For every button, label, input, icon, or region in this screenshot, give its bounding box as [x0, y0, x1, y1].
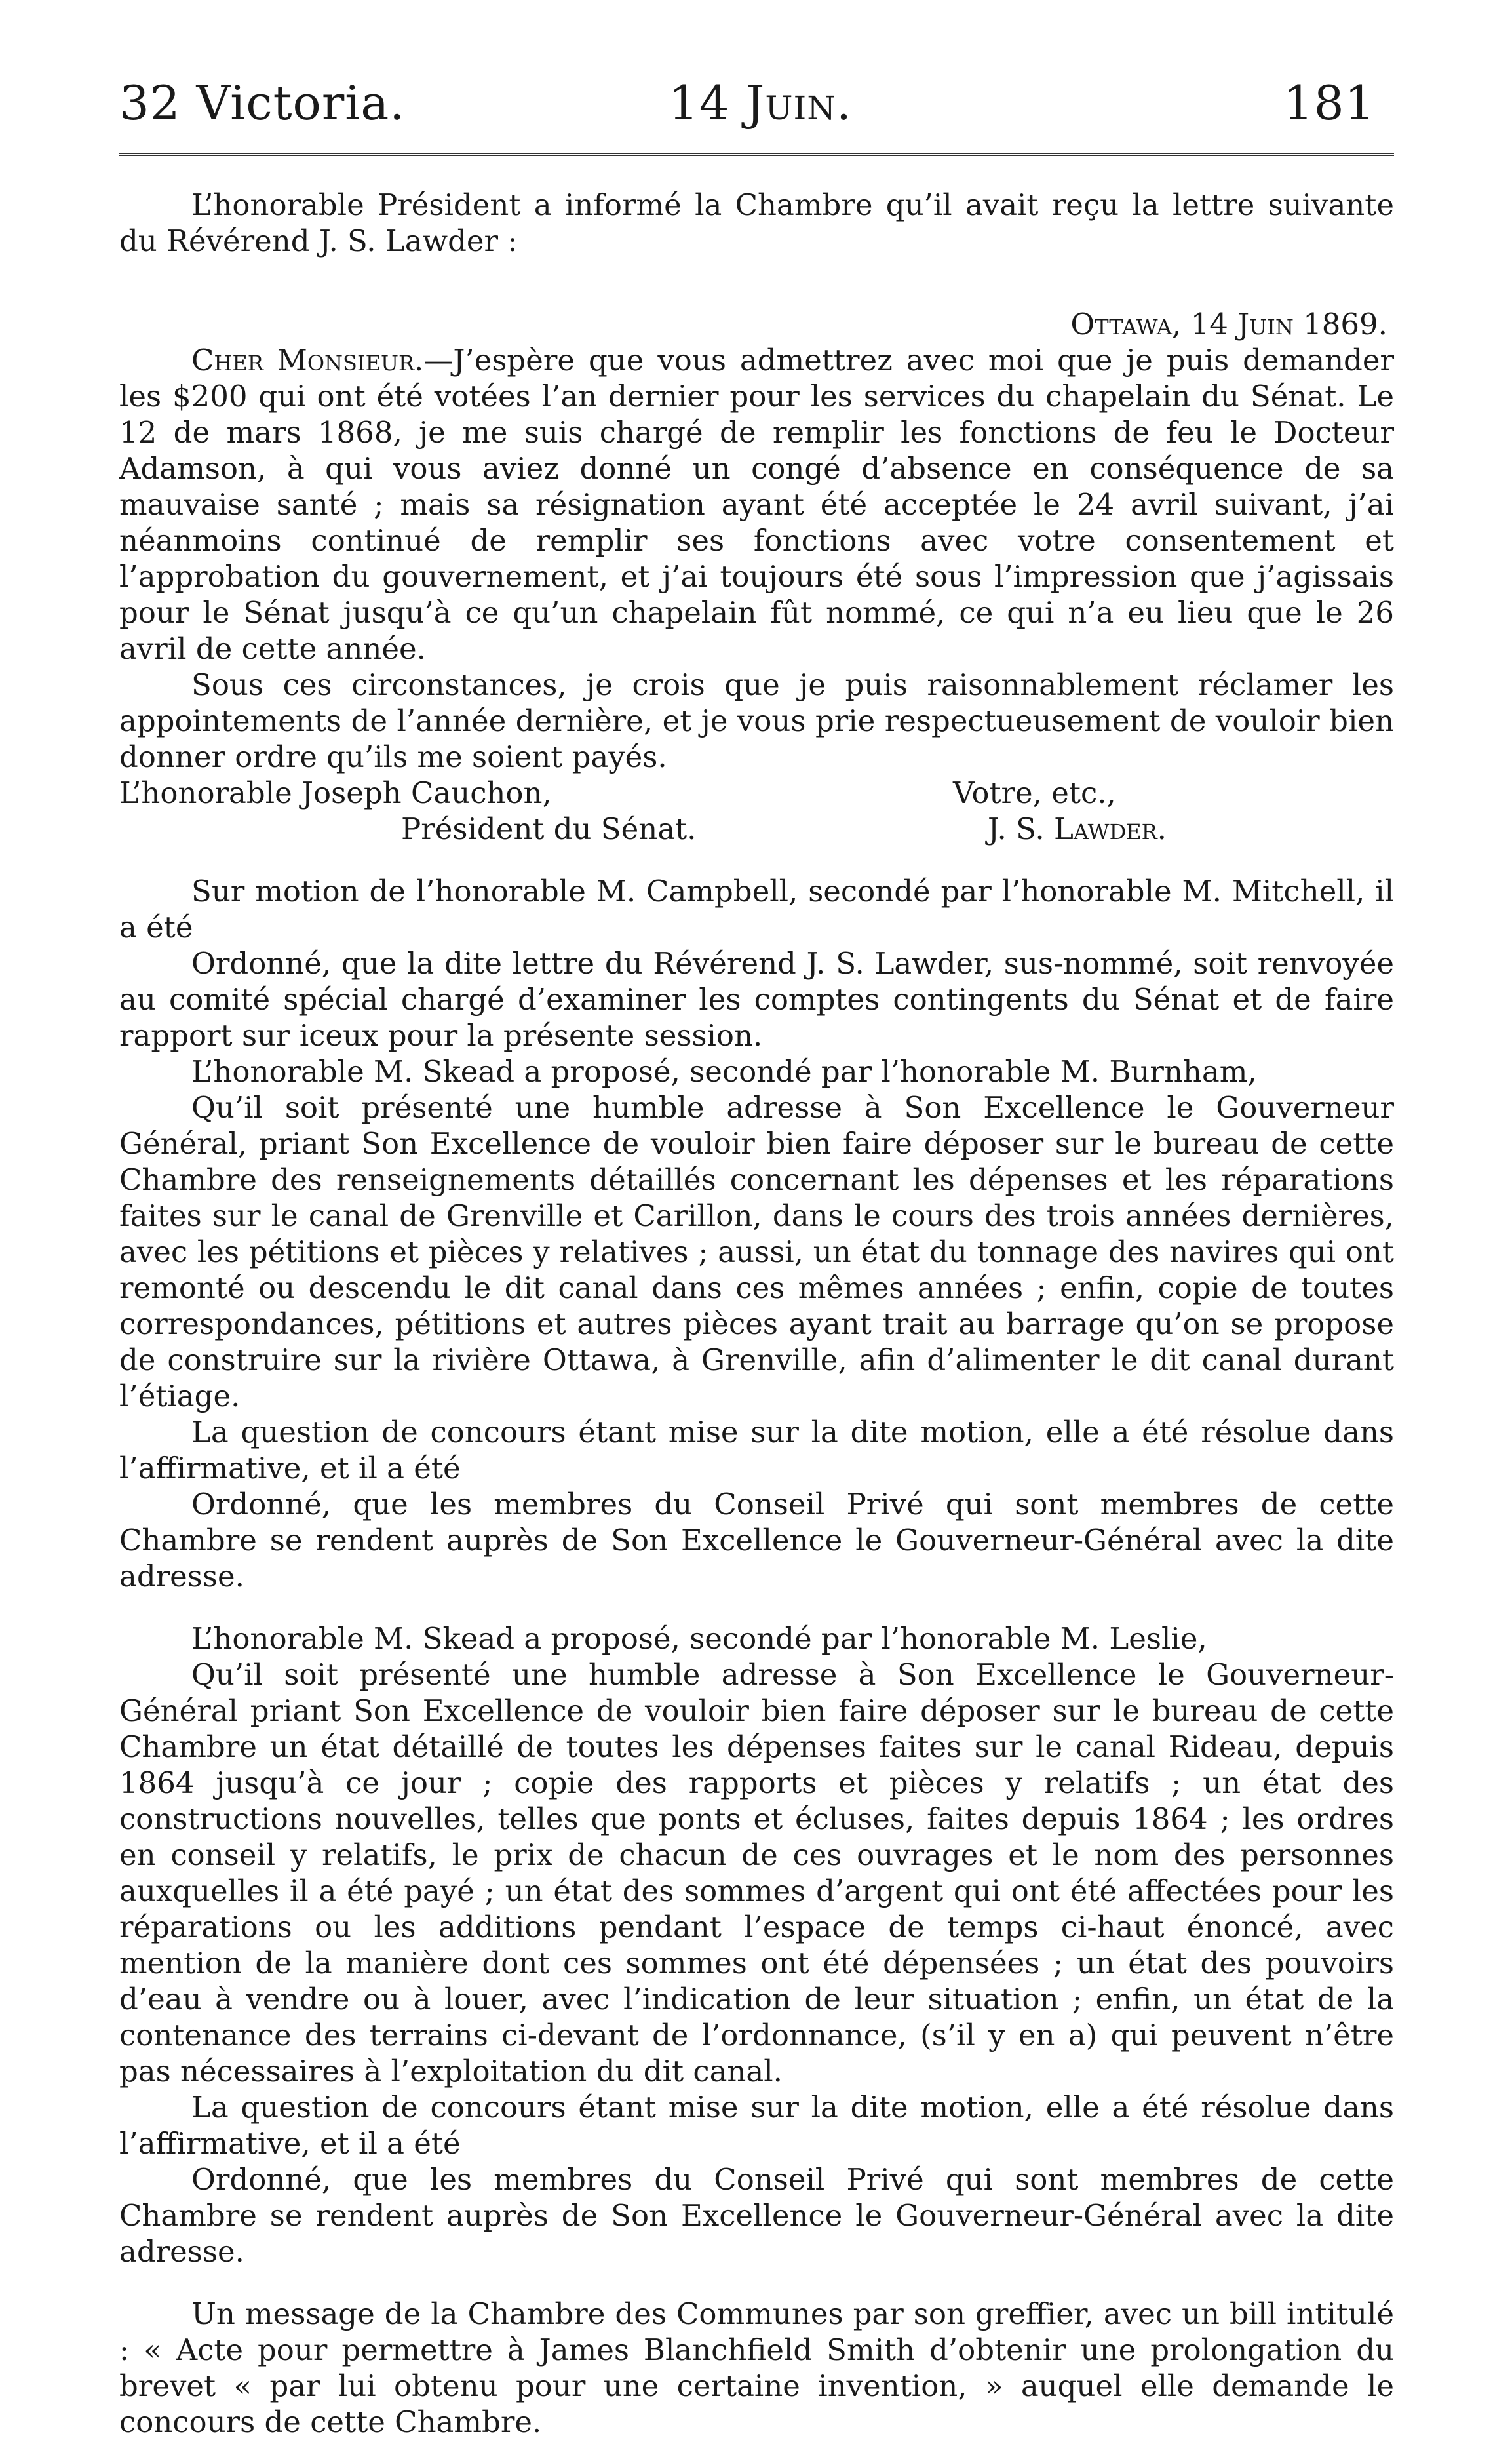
letter-signature: J. S. Lawder.	[988, 812, 1167, 846]
signature-row-2	[119, 811, 1394, 847]
concurrence-rideau: La question de concours étant mise sur la dite motion, elle a été résolue dans l’affirmative, et il a été	[119, 2090, 1394, 2161]
page-number: 181	[1283, 75, 1376, 130]
letter-paragraph-2: Sous ces circonstances, je crois que je puis raisonnablement réclamer les appointements de l’année dernière, et je vous prie respectueusement de vouloir bien donner ordre qu’ils me soient payés.	[119, 667, 1394, 774]
address-rideau-canal: Qu’il soit présenté une humble adresse à Son Excellence le Gouverneur-Général priant Son Excellence de vouloir bien faire déposer sur le bureau de cette Chambre un état détaillé de toutes les dépenses faites sur le canal Rideau, depuis 1864 jusqu’à ce jour ; copie des rapports et pièces y relatifs ; un état des constructions nouvelles, telles que ponts et écluses, faites depuis 1864 ; les ordres en conseil y relatifs, le prix de chacun de ces ouvrages et le nom des personnes auxquelles il a été payé ; un état des sommes d’argent qui ont été affectées pour les réparations ou les additions pendant l’espace de temps ci-haut énoncé, avec mention de la manière dont ces sommes ont été dépensées ; un état des pouvoirs d’eau à vendre ou à louer, avec l’indication de leur situation ; enfin, un état de la contenance des terrains ci-devant de l’ordonnance, (s’il y en a) qui peuvent n’être pas nécessaires à l’exploitation du dit canal.	[119, 1657, 1394, 2089]
address-grenville-canal: Qu’il soit présenté une humble adresse à Son Excellence le Gouverneur Général, priant Son Excellence de vouloir bien faire déposer sur le bureau de cette Chambre des renseignements détaillés concernant les dépenses et les réparations faites sur le canal de Grenville et Carillon, dans le cours des trois années dernières, avec les pétitions et pièces y relatives ; aussi, un état du tonnage des navires qui ont remonté ou descendu le dit canal dans ces mêmes années ; enfin, copie de toutes correspondances, pétitions et autres pièces ayant trait au barrage qu’on se propose de construire sur la rivière Ottawa, à Grenville, afin d’alimenter le dit canal durant l’étiage.	[119, 1090, 1394, 1413]
order-rideau: Ordonné, que les membres du Conseil Privé qui sont membres de cette Chambre se rendent auprès de Son Excellence le Gouverneur-Général avec la dite adresse.	[119, 2162, 1394, 2269]
motion-skead-leslie: L’honorable M. Skead a proposé, secondé par l’honorable M. Leslie,	[191, 1621, 1207, 1656]
commons-message: Un message de la Chambre des Communes par son greffier, avec un bill intitulé : « Acte pour permettre à James Blanchfield Smith d’obtenir une prolongation du brevet « par lui obtenu pour une certaine invention, » auquel elle demande le concours de cette Chambre.	[119, 2296, 1394, 2439]
page-header	[0, 75, 1512, 134]
letter-addressee: L’honorable Joseph Cauchon,	[119, 776, 552, 810]
order-grenville: Ordonné, que les membres du Conseil Privé qui sont membres de cette Chambre se rendent auprès de Son Excellence le Gouverneur-Général avec la dite adresse.	[119, 1487, 1394, 1594]
motion-skead-burnham: L’honorable M. Skead a proposé, secondé par l’honorable M. Burnham,	[191, 1054, 1257, 1089]
letter-salutation: Cher Monsieur.	[191, 343, 424, 378]
letter-dateline: Ottawa, 14 Juin 1869.	[1070, 307, 1387, 342]
header-month: Juin.	[745, 75, 852, 130]
header-date	[669, 75, 852, 130]
header-rule	[119, 153, 1394, 156]
signature-row-1	[119, 775, 1394, 811]
concurrence-grenville: La question de concours étant mise sur la dite motion, elle a été résolue dans l’affirmative, et il a été	[119, 1415, 1394, 1486]
letter-intro: L’honorable Président a informé la Chambre qu’il avait reçu la lettre suivante du Révérend J. S. Lawder :	[119, 187, 1394, 258]
letter-body-1: —J’espère que vous admettrez avec moi que je puis demander les $200 qui ont été votées l’an dernier pour les services du chapelain du Sénat. Le 12 de mars 1868, je me suis chargé de remplir les fonctions de feu le Docteur Adamson, à qui vous aviez donné un congé d’absence en conséquence de sa mauvaise santé ; mais sa résignation ayant été acceptée le 24 avril suivant, j’ai néanmoins continué de remplir ses fonctions avec votre consentement et l’approbation du gouvernement, et j’ai toujours été sous l’impression que j’agissais pour le Sénat jusqu’à ce qu’un chapelain fût nommé, ce qui n’a eu lieu que le 26 avril de cette année.	[119, 343, 1394, 666]
letter-paragraph	[119, 342, 1394, 667]
header-day: 14	[669, 75, 730, 130]
document-body	[119, 187, 1394, 2440]
header-regnal-year: 32 Victoria.	[119, 75, 406, 130]
order-lawder-referral: Ordonné, que la dite lettre du Révérend J. S. Lawder, sus-nommé, soit renvoyée au comité spécial chargé d’examiner les comptes contingents du Sénat et de faire rapport sur iceux pour la présente session.	[119, 946, 1394, 1053]
motion-campbell: Sur motion de l’honorable M. Campbell, secondé par l’honorable M. Mitchell, il a été	[119, 874, 1394, 945]
letter-addressee-title: Président du Sénat.	[401, 812, 697, 846]
letter-closing: Votre, etc.,	[953, 776, 1116, 810]
